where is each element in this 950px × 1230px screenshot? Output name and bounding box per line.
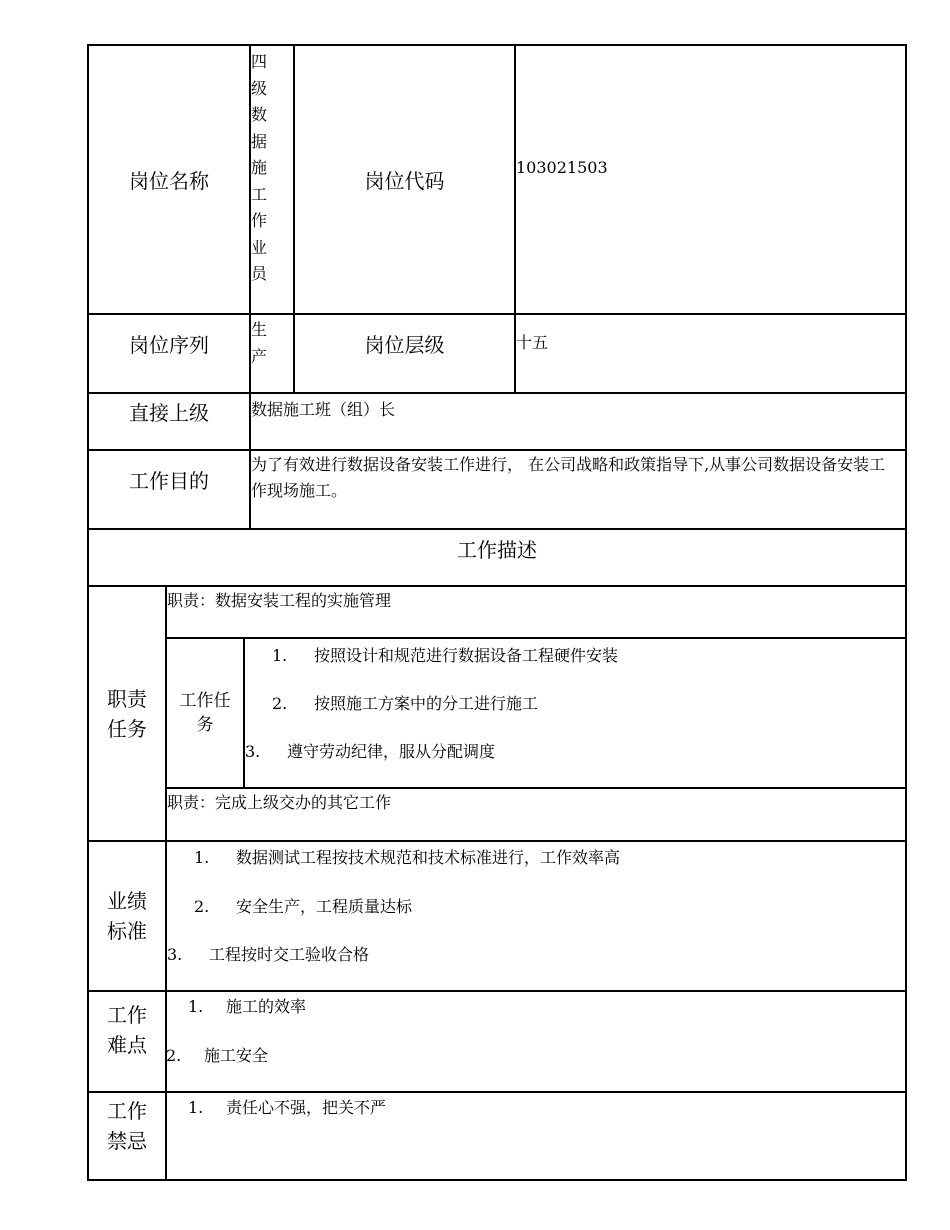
superior-label: 直接上级: [129, 400, 209, 425]
position-level-label: 岗位层级: [364, 332, 445, 357]
position-name-value: [251, 49, 271, 288]
position-name-value-char: 工: [251, 184, 268, 204]
performance-text-3: 工程按时交工验收合格: [209, 945, 370, 964]
position-name-value-char: 作: [251, 211, 268, 230]
performance-item-1: [194, 845, 620, 868]
position-code-value: 103021503: [516, 158, 608, 177]
duties-label-line2: 任务: [107, 716, 147, 741]
task-num-3: 3.: [245, 742, 261, 761]
task-text-3: 遵守劳动纪律，服从分配调度: [287, 742, 496, 761]
table-border-bottom: [87, 1179, 907, 1181]
purpose-value: 为了有效进行数据设备安装工作进行， 在公司战略和政策指导下,从事公司数据设备安装工作现场施工。: [251, 455, 886, 500]
taboos-label-line1: 工作: [107, 1099, 147, 1123]
position-name-value-char: 业: [251, 237, 268, 257]
difficulty-text-2: 施工安全: [204, 1046, 269, 1065]
performance-label: [89, 842, 165, 990]
position-series-value: [251, 317, 271, 370]
position-code-label: 岗位代码: [364, 169, 445, 193]
performance-text-1: 数据测试工程按技术规范和技术标准进行，工作效率高: [236, 848, 621, 867]
task-item-3: [245, 739, 495, 762]
performance-item-3: [167, 942, 369, 965]
task-item-1: [272, 643, 618, 666]
difficulty-text-1: 施工的效率: [226, 997, 307, 1016]
taboo-text-1: 责任心不强，把关不严: [226, 1098, 387, 1117]
position-name-value-char: 据: [251, 131, 268, 151]
table-rule: [165, 637, 907, 639]
position-name-value-char: 四: [251, 52, 268, 71]
difficulty-item-1: [188, 994, 306, 1017]
position-series-label: 岗位序列: [129, 332, 209, 357]
purpose-label: 工作目的: [129, 468, 209, 493]
taboos-label-line2: 禁忌: [107, 1129, 147, 1153]
table-rule: [87, 840, 907, 842]
table-rule: [165, 787, 907, 789]
position-series-value-char: 生: [251, 320, 268, 339]
position-name-label: 岗位名称: [129, 169, 209, 193]
task-num-2: 2.: [272, 694, 288, 713]
table-rule: [243, 637, 245, 789]
task-label: 工作任务: [179, 691, 231, 735]
difficulty-num-1: 1.: [188, 997, 204, 1016]
performance-item-2: [194, 894, 412, 917]
position-name-value-char: 施: [251, 158, 268, 177]
difficulty-item-2: [166, 1043, 268, 1066]
taboo-item-1: [188, 1095, 386, 1118]
performance-text-2: 安全生产，工程质量达标: [236, 897, 413, 916]
position-name-value-char: 数: [251, 105, 268, 124]
performance-num-3: 3.: [167, 945, 183, 964]
position-name-value-char: 员: [251, 264, 268, 283]
table-border-right: [905, 44, 907, 1181]
superior-value: 数据施工班（组）长: [251, 400, 396, 419]
taboo-num-1: 1.: [188, 1098, 204, 1117]
difficulties-label: [89, 998, 165, 1062]
performance-label-line2: 标准: [107, 919, 147, 943]
duty-2: 职责：完成上级交办的其它工作: [167, 793, 392, 812]
difficulties-label-line2: 难点: [107, 1033, 147, 1057]
duties-label: [89, 587, 165, 840]
performance-label-line1: 业绩: [107, 889, 147, 913]
table-rule: [87, 1091, 907, 1093]
task-item-2: [272, 691, 538, 714]
difficulty-num-2: 2.: [166, 1046, 182, 1065]
position-level-value: 十五: [516, 333, 549, 352]
task-num-1: 1.: [272, 646, 288, 665]
task-text-2: 按照施工方案中的分工进行施工: [314, 694, 539, 713]
table-rule: [87, 585, 907, 587]
position-name-value-char: 级: [251, 78, 268, 98]
duty-1: 职责：数据安装工程的实施管理: [167, 591, 392, 610]
task-text-1: 按照设计和规范进行数据设备工程硬件安装: [314, 646, 619, 665]
difficulties-label-line1: 工作: [107, 1003, 147, 1027]
duties-label-line1: 职责: [107, 686, 147, 711]
performance-num-2: 2.: [194, 897, 210, 916]
taboos-label: [89, 1094, 165, 1158]
description-header: 工作描述: [457, 537, 537, 562]
table-rule: [87, 990, 907, 992]
position-series-value-char: 产: [251, 346, 268, 366]
performance-num-1: 1.: [194, 848, 210, 867]
